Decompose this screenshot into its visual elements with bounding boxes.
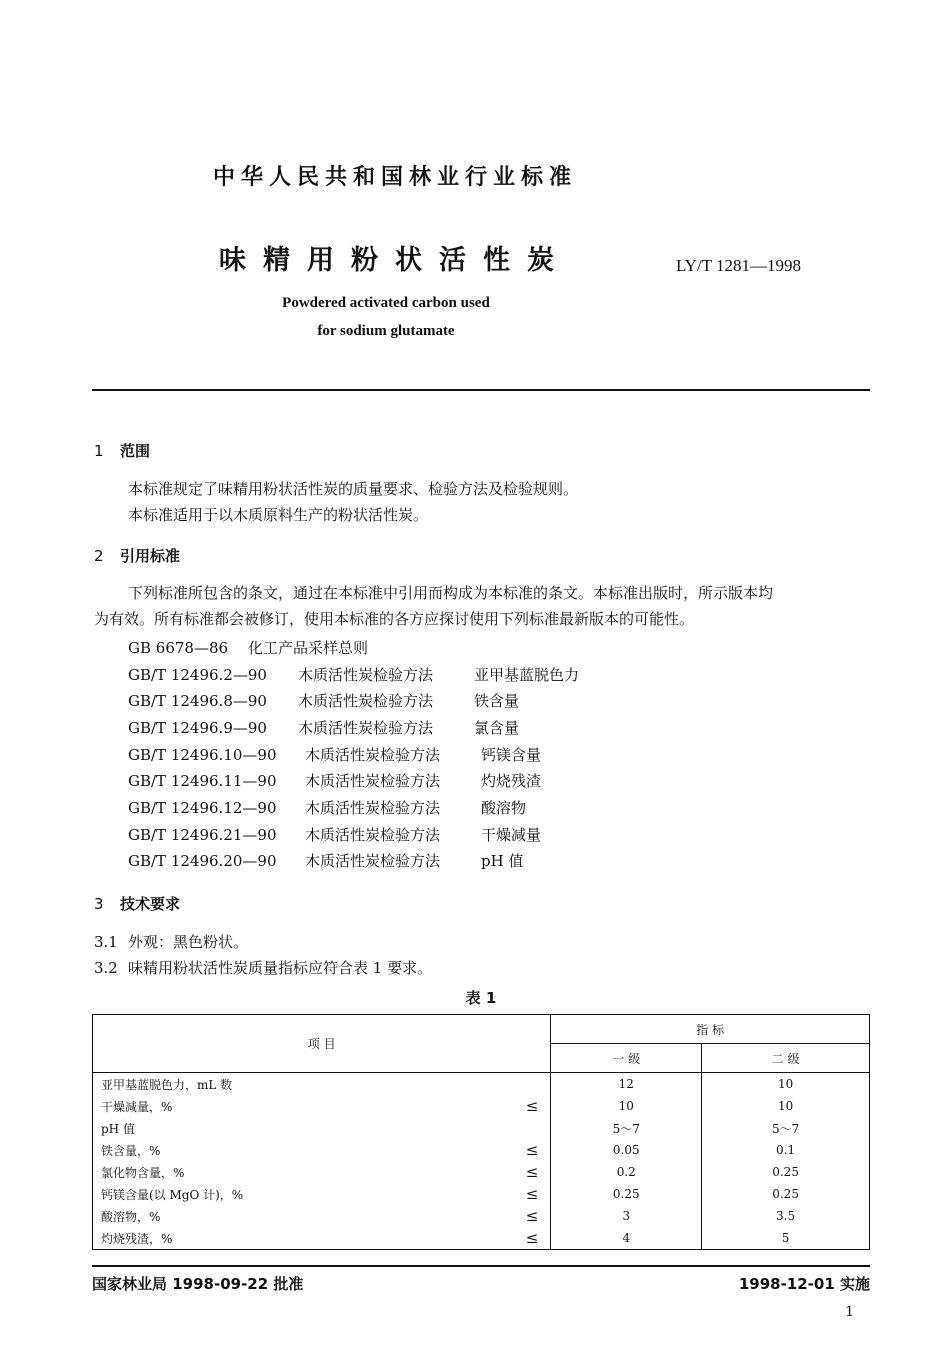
reference-subject: 氯含量: [474, 719, 520, 737]
row-grade-1: 12: [551, 1073, 702, 1096]
row-grade-2: 10: [702, 1073, 870, 1096]
quality-index-table: [92, 1014, 870, 1250]
table-row: [93, 1139, 870, 1161]
clause-3-1: [94, 929, 248, 955]
document-title-english-line2: for sodium glutamate: [317, 323, 455, 339]
reference-code: GB/T 12496.12—90: [128, 799, 277, 817]
reference-title: 木质活性炭检验方法: [305, 852, 441, 870]
row-item-label: 灼烧残渣，%: [101, 1231, 173, 1246]
reference-item: [128, 744, 541, 765]
table-row: [93, 1227, 870, 1250]
section-heading-references: [94, 545, 180, 566]
row-item: [93, 1205, 551, 1227]
reference-title: 化工产品采样总则: [248, 639, 369, 657]
reference-code: GB/T 12496.11—90: [128, 772, 277, 790]
page-number: 1: [845, 1304, 854, 1320]
document-title-english-line1: Powdered activated carbon used: [282, 295, 490, 311]
table-row: [93, 1117, 870, 1139]
row-grade-2: 0.25: [702, 1183, 870, 1205]
reference-title: 木质活性炭检验方法: [298, 719, 434, 737]
table-row: [93, 1073, 870, 1096]
reference-title: 木质活性炭检验方法: [305, 799, 441, 817]
clause-number: 3.2: [94, 959, 118, 977]
reference-title: 木质活性炭检验方法: [305, 772, 441, 790]
standard-code: LY/T 1281—1998: [676, 256, 802, 275]
reference-item: [128, 797, 526, 818]
row-grade-2: 5～7: [702, 1117, 870, 1139]
footer-rule: [92, 1265, 870, 1267]
clause-3-2: [94, 955, 432, 981]
reference-code: GB 6678—86: [128, 639, 229, 657]
reference-item: [128, 690, 519, 711]
clause-text: 味精用粉状活性炭质量指标应符合表 1 要求。: [128, 959, 433, 977]
row-item-label: 干燥减量，%: [101, 1099, 173, 1114]
reference-code: GB/T 12496.8—90: [128, 692, 267, 710]
row-limit-sign: ≤: [525, 1141, 539, 1159]
reference-code: GB/T 12496.2—90: [128, 666, 267, 684]
reference-subject: 灼烧残渣: [481, 772, 542, 790]
section-heading-technical-requirements: [94, 893, 180, 914]
row-item-label: 亚甲基蓝脱色力，mL 数: [101, 1077, 233, 1092]
scope-paragraph-2: 本标准适用于以木质原料生产的粉状活性炭。: [128, 506, 429, 524]
row-grade-1: 4: [551, 1227, 702, 1250]
header-grade-1: 一 级: [551, 1044, 702, 1073]
table-row: [93, 1161, 870, 1183]
reference-title: 木质活性炭检验方法: [305, 826, 441, 844]
row-grade-2: 5: [702, 1227, 870, 1250]
reference-item: [128, 770, 541, 791]
row-item: [93, 1183, 551, 1205]
row-limit-sign: ≤: [525, 1097, 539, 1115]
row-item: [93, 1227, 551, 1250]
row-item: [93, 1139, 551, 1161]
row-grade-2: 0.1: [702, 1139, 870, 1161]
reference-title: 木质活性炭检验方法: [298, 666, 434, 684]
row-item: [93, 1073, 551, 1096]
header-index: 指 标: [551, 1015, 870, 1044]
section-number: 3: [94, 895, 104, 913]
table-header-row: [93, 1015, 870, 1044]
reference-item: [128, 637, 368, 658]
row-limit-sign: ≤: [525, 1207, 539, 1225]
reference-subject: 酸溶物: [481, 799, 527, 817]
table-caption: 表 1: [465, 989, 497, 1007]
document-title-chinese: 味精用粉状活性炭: [219, 245, 571, 276]
row-item: [93, 1095, 551, 1117]
section-number: 2: [94, 547, 104, 565]
row-grade-1: 0.2: [551, 1161, 702, 1183]
row-grade-2: 3.5: [702, 1205, 870, 1227]
reference-title: 木质活性炭检验方法: [298, 692, 434, 710]
reference-code: GB/T 12496.20—90: [128, 852, 277, 870]
reference-item: [128, 664, 579, 685]
row-item-label: 钙镁含量(以 MgO 计)，%: [101, 1187, 244, 1202]
section-title: 技术要求: [120, 895, 181, 913]
row-item: [93, 1117, 551, 1139]
section-number: 1: [94, 442, 104, 460]
reference-subject: 亚甲基蓝脱色力: [474, 666, 580, 684]
row-grade-1: 3: [551, 1205, 702, 1227]
implementation-date: 1998-12-01 实施: [738, 1275, 870, 1293]
header-item: 项 目: [93, 1015, 551, 1073]
table-row: [93, 1095, 870, 1117]
reference-code: GB/T 12496.21—90: [128, 826, 277, 844]
references-intro-line2: 为有效。所有标准都会被修订，使用本标准的各方应探讨使用下列标准最新版本的可能性。: [94, 610, 695, 628]
row-item-label: 氯化物含量，%: [101, 1165, 185, 1180]
row-grade-2: 10: [702, 1095, 870, 1117]
row-grade-1: 10: [551, 1095, 702, 1117]
row-grade-2: 0.25: [702, 1161, 870, 1183]
row-item-label: pH 值: [101, 1121, 135, 1136]
reference-code: GB/T 12496.9—90: [128, 719, 267, 737]
header-rule: [92, 389, 870, 391]
row-item-label: 酸溶物，%: [101, 1209, 161, 1224]
header-grade-2: 二 级: [702, 1044, 870, 1073]
reference-code: GB/T 12496.10—90: [128, 746, 277, 764]
standard-organization: 中华人民共和国林业行业标准: [212, 165, 577, 190]
row-item-label: 铁含量，%: [101, 1143, 161, 1158]
scope-paragraph-1: 本标准规定了味精用粉状活性炭的质量要求、检验方法及检验规则。: [128, 480, 579, 498]
approval-date: 国家林业局 1998-09-22 批准: [92, 1275, 304, 1293]
table-row: [93, 1205, 870, 1227]
section-title: 引用标准: [120, 547, 181, 565]
row-item: [93, 1161, 551, 1183]
section-title: 范围: [120, 442, 151, 460]
row-grade-1: 0.25: [551, 1183, 702, 1205]
reference-item: [128, 850, 523, 871]
row-grade-1: 0.05: [551, 1139, 702, 1161]
reference-subject: 钙镁含量: [481, 746, 542, 764]
row-limit-sign: ≤: [525, 1185, 539, 1203]
reference-subject: pH 值: [481, 852, 524, 870]
row-limit-sign: ≤: [525, 1163, 539, 1181]
reference-title: 木质活性炭检验方法: [305, 746, 441, 764]
row-limit-sign: ≤: [525, 1229, 539, 1247]
clause-number: 3.1: [94, 933, 118, 951]
reference-item: [128, 824, 541, 845]
clause-text: 外观：黑色粉状。: [128, 933, 249, 951]
references-intro-line1: 下列标准所包含的条文，通过在本标准中引用而构成为本标准的条文。本标准出版时，所示版本均: [128, 584, 774, 602]
section-heading-scope: [94, 440, 150, 461]
row-grade-1: 5～7: [551, 1117, 702, 1139]
table-row: [93, 1183, 870, 1205]
reference-subject: 铁含量: [474, 692, 520, 710]
reference-subject: 干燥减量: [481, 826, 542, 844]
reference-item: [128, 717, 519, 738]
